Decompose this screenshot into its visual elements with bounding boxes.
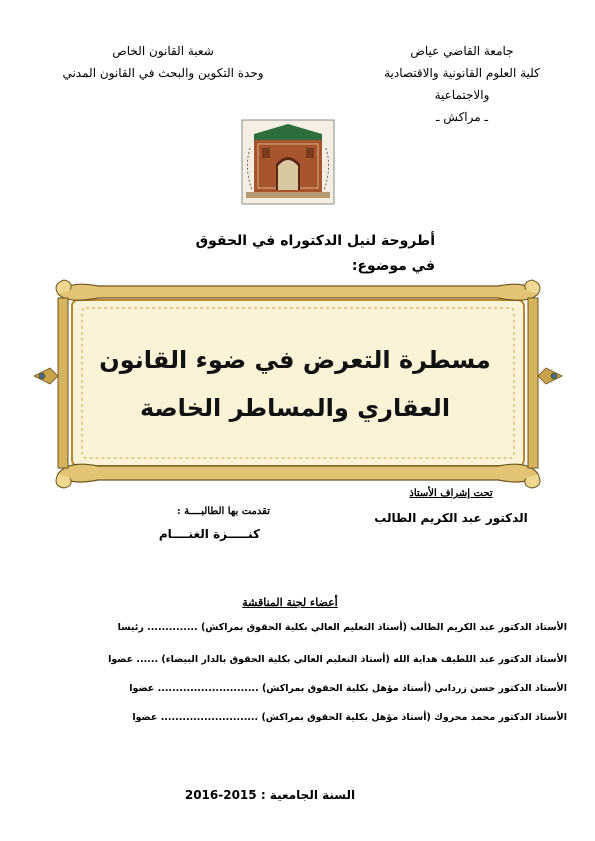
faculty-line-1: كلية العلوم القانونية والاقتصادية bbox=[384, 66, 540, 80]
academic-year: السنة الجامعية : 2015-2016 bbox=[184, 788, 356, 802]
department-header bbox=[18, 40, 308, 84]
committee-heading: أعضاء لجنة المناقشة bbox=[242, 596, 338, 609]
student-label: تقدمت بها الطالبــــة : bbox=[176, 506, 270, 517]
thesis-title-line-1: مسطرة التعرض في ضوء القانون bbox=[99, 346, 491, 374]
committee-member-2: الأستاذ الدكتور عبد اللطيف هداية الله (أستاذ التعليم العالي بكلية الحقوق بالدار البيضاء) ...... عضوا bbox=[108, 654, 567, 665]
student-block bbox=[70, 506, 270, 541]
supervisor-name: الدكتور عبد الكريم الطالب bbox=[374, 511, 528, 525]
city: ـ مراكش ـ bbox=[435, 110, 489, 124]
committee-member-1: الأستاذ الدكتور عبد الكريم الطالب (أستاذ التعليم العالي بكلية الحقوق بمراكش) .............. رئيسا bbox=[117, 622, 567, 633]
department-name: شعبة القانون الخاص bbox=[112, 44, 214, 58]
research-unit: وحدة التكوين والبحث في القانون المدني bbox=[62, 66, 264, 80]
university-name: جامعة القاضي عياض bbox=[410, 44, 514, 58]
thesis-title-line-2: العقاري والمساطر الخاصة bbox=[139, 394, 451, 422]
subject-label: في موضوع: bbox=[351, 258, 435, 274]
title-banner-frame bbox=[28, 276, 568, 491]
committee-member-3: الأستاذ الدكتور حسن زرداني (أستاذ مؤهل بكلية الحقوق بمراكش) ............................ عضوا bbox=[129, 683, 567, 694]
committee-member-4: الأستاذ الدكتور محمد محروك (أستاذ مؤهل بكلية الحقوق بمراكش) ........................... عضوا bbox=[132, 712, 567, 723]
faculty-line-2: والاجتماعية bbox=[434, 88, 490, 102]
supervisor-label: تحت إشراف الأستاذ bbox=[409, 488, 493, 499]
student-name: كنـــــزة الغنــــام bbox=[158, 527, 260, 541]
university-header bbox=[357, 40, 567, 128]
thesis-label: أطروحة لنيل الدكتوراه في الحقوق bbox=[195, 233, 435, 249]
university-gate-emblem-icon bbox=[240, 118, 336, 206]
supervisor-block bbox=[351, 488, 551, 525]
